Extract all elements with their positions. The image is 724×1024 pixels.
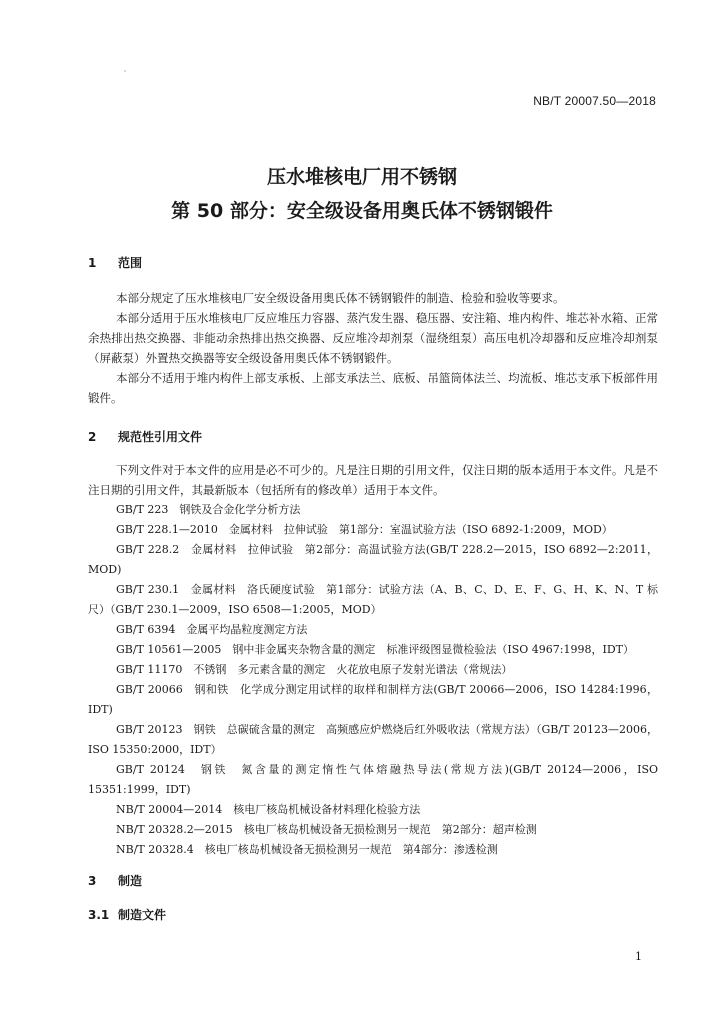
reference-item: GB/T 230.1 金属材料 洛氏硬度试验 第1部分：试验方法（A、B、C、D、E、F、G、H、K、N、T 标尺）（GB/T 230.1—2009，ISO 6508—1:2005，MOD）: [88, 583, 658, 616]
section-number: 2: [88, 430, 97, 444]
section-1-heading: [88, 254, 142, 271]
section-number: 3.1: [88, 908, 110, 922]
reference-item: GB/T 6394 金属平均晶粒度测定方法: [116, 623, 308, 636]
scope-paragraph: 本部分不适用于堆内构件上部支承板、上部支承法兰、底板、吊篮筒体法兰、均流板、堆芯支承下板部件用锻件。: [88, 371, 658, 405]
reference-item: GB/T 20123 钢铁 总碳硫含量的测定 高频感应炉燃烧后红外吸收法（常规方法）（GB/T 20123—2006，ISO 15350:2000，IDT）: [88, 723, 658, 756]
document-title: 压水堆核电厂用不锈钢: [266, 166, 457, 188]
standard-code: NB/T 20007.50—2018: [533, 94, 656, 108]
reference-item: GB/T 223 钢铁及合金化学分析方法: [116, 503, 301, 516]
page-number: 1: [635, 950, 642, 963]
reference-item: NB/T 20328.4 核电厂核岛机械设备无损检测另一规范 第4部分：渗透检测: [116, 843, 498, 856]
references-intro: 下列文件对于本文件的应用是必不可少的。凡是注日期的引用文件，仅注日期的版本适用于本文件。凡是不注日期的引用文件，其最新版本（包括所有的修改单）适用于本文件。: [88, 463, 658, 497]
section-title: 制造: [118, 874, 143, 888]
document-subtitle: 第 50 部分：安全级设备用奥氏体不锈钢锻件: [171, 200, 553, 222]
section-3-1-heading: [88, 906, 166, 923]
scope-paragraph: 本部分适用于压水堆核电厂反应堆压力容器、蒸汽发生器、稳压器、安注箱、堆内构件、堆芯补水箱、正常余热排出热交换器、非能动余热排出热交换器、反应堆冷却剂泵（湿绕组泵）高压电机冷却器和反应堆冷却剂泵（屏蔽泵）外置热交换器等安全级设备用奥氏体不锈钢锻件。: [88, 311, 658, 365]
reference-item: GB/T 20066 钢和铁 化学成分测定用试样的取样和制样方法(GB/T 20066—2006，ISO 14284:1996，IDT): [88, 683, 658, 716]
section-number: 3: [88, 874, 97, 888]
reference-item: NB/T 20328.2—2015 核电厂核岛机械设备无损检测另一规范 第2部分：超声检测: [116, 823, 537, 836]
reference-item: GB/T 228.2 金属材料 拉伸试验 第2部分：高温试验方法(GB/T 228.2—2015，ISO 6892—2:2011，MOD): [88, 543, 658, 576]
section-title: 范围: [118, 256, 143, 270]
reference-item: GB/T 10561—2005 钢中非金属夹杂物含量的测定 标准评级图显微检验法（ISO 4967:1998，IDT）: [116, 643, 634, 656]
reference-item: GB/T 228.1—2010 金属材料 拉伸试验 第1部分：室温试验方法（ISO 6892-1:2009，MOD）: [116, 523, 613, 536]
section-3-heading: [88, 872, 142, 889]
scope-paragraph: 本部分规定了压水堆核电厂安全级设备用奥氏体不锈钢锻件的制造、检验和验收等要求。: [116, 291, 565, 305]
section-title: 制造文件: [118, 908, 167, 922]
reference-item: NB/T 20004—2014 核电厂核岛机械设备材料理化检验方法: [116, 803, 421, 816]
reference-item: GB/T 11170 不锈钢 多元素含量的测定 火花放电原子发射光谱法（常规法）: [116, 663, 513, 676]
reference-item: GB/T 20124 钢铁 氮含量的测定惰性气体熔融热导法(常规方法)(GB/T 20124—2006，ISO 15351:1999，IDT): [88, 763, 658, 796]
scan-speck: [124, 70, 126, 72]
section-title: 规范性引用文件: [118, 430, 203, 444]
section-2-heading: [88, 428, 202, 445]
section-number: 1: [88, 256, 97, 270]
